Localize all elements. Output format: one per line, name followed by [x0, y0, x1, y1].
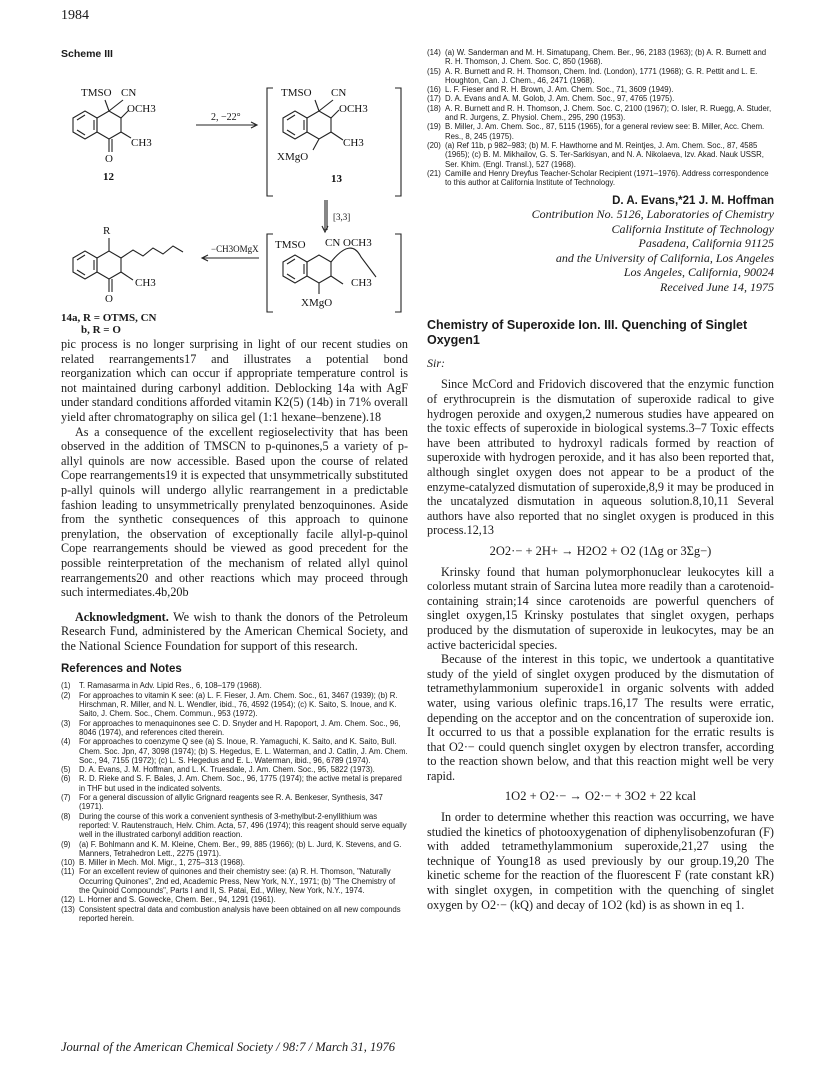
reference-item	[427, 94, 774, 103]
c14-ch3: CH3	[135, 277, 156, 289]
reference-number: (6)	[61, 774, 71, 784]
reference-text: D. A. Evans, J. M. Hoffman, and L. K. Truesdale, J. Am. Chem. Soc., 95, 5822 (1973).	[79, 765, 375, 775]
reference-item	[61, 867, 408, 895]
reference-text: T. Ramasarma in Adv. Lipid Res., 6, 108–179 (1968).	[79, 681, 262, 691]
c12-cn: CN	[121, 87, 137, 99]
journal-footer: Journal of the American Chemical Society / 98:7 / March 31, 1976	[61, 1040, 395, 1054]
reference-text: For approaches to vitamin K see: (a) L. F. Fieser, J. Am. Chem. Soc., 61, 3467 (1939); (b) R. Hirschman, R. Miller, and N. L. Wendler, ibid., 76, 4592 (1954); (c) K. Saito, S. Inoue, and K. Saito, J. Chem. Soc., Chem. Commun., 953 (1972).	[79, 690, 398, 719]
salutation: Sir:	[427, 356, 445, 371]
reference-number: (18)	[427, 103, 441, 113]
reference-text: A. R. Burnett and R. H. Thomson, Chem. Ind. (London), 1771 (1968); G. R. Pettit and L. E. Houghton, Can. J. Chem., 46, 2471 (1968).	[445, 66, 758, 85]
reference-number: (13)	[61, 904, 75, 914]
c13-xmgo: XMgO	[277, 151, 309, 163]
reference-item	[61, 681, 408, 690]
reference-number: (9)	[61, 839, 71, 849]
reference-text: Consistent spectral data and combustion analysis have been obtained on all new compounds reported herein.	[79, 904, 401, 923]
reference-item	[427, 48, 774, 67]
reference-text: A. R. Burnett and R. H. Thomson, J. Chem. Soc. C, 2100 (1967); O. Isler, R. Ruegg, A. Studer, and R. Jurgens, Z. Physiol. Chem., 295, 290 (1953).	[445, 103, 772, 123]
reference-number: (11)	[61, 867, 75, 877]
reference-number: (17)	[427, 94, 441, 104]
paragraph: Krinsky found that human polymorphonuclear leukocytes kill a colorless mutant strain of Sarcina lutea more readily than a carotenoid-containing strain;14 since carotenoids are powerful quenchers of singlet oxygen,15 Krinsky postulates that singlet oxygen, perhaps produced by the dismutation of superoxide in leukocytes, may be an active bactericidal species.	[427, 564, 774, 652]
reference-text: For an excellent review of quinones and their chemistry see: (a) R. H. Thomson, "Naturally Occurring Quinones", 2nd ed, Academic Press, New York, N.Y., 1971; (b) "The Chemistry of the Quinoid Compounds", Parts I and II, S. Patai, Ed., Wiley, New York, N.Y., 1974.	[79, 867, 396, 895]
reference-item	[61, 840, 408, 859]
c13-number: 13	[331, 173, 342, 185]
paragraph: As a consequence of the excellent regioselectivity that has been observed in the addition of TMSCN to p-quinones,5 a variety of p-allyl quinols are now accessible. Based upon the course of related Cope rearrangements19 it is expected that unsymmetrically substituted p-allyl quinols will undergo allylic rearrangement in a predictable fashion leading to unsymmetrically prenylated benzoquinones. Aside from the synthetic consequences of this approach to quinone prenylation, the observation of exceptionally facile allyl-p-quinol Cope rearrangements should be viewed as good precedent for the possible reinterpretation of the mechanism of related allyl quinol rearrangements20 and other reactions which may proceed through such intermediates.4b,20b	[61, 424, 408, 600]
article-title: Chemistry of Superoxide Ion. III. Quenching of Singlet Oxygen1	[427, 318, 748, 348]
reference-number: (3)	[61, 718, 71, 728]
reference-item	[427, 104, 774, 123]
scheme-label: Scheme III	[61, 48, 113, 60]
reference-item	[427, 67, 774, 86]
c13-och3: OCH3	[339, 103, 368, 115]
arrow2-label: [3,3]	[333, 212, 351, 222]
equation: 1O2 + O2·− → O2·− + 3O2 + 22 kcal	[504, 789, 697, 804]
reference-item	[61, 858, 408, 867]
paragraph: Since McCord and Fridovich discovered that the enzymic function of erythrocuprein is the dismutation of superoxide radical to give hydrogen peroxide and oxygen,2 numerous studies have appeared on the toxic effects of superoxide in biological systems.3–7 Toxic effects have been attributed to hydroxyl radicals formed by reaction of superoxide with hydrogen peroxide, and it has also been reported that, although singlet oxygen does not appear to be a product of the enzyme-catalyzed dismutation of superoxide,8,9 it may be produced in the uncatalyzed dismutation in aqueous solution.8,10,11 Several authors have also reported that no singlet oxygen is produced in this process.12,13	[427, 377, 774, 538]
c13-ch3: CH3	[343, 137, 364, 149]
reference-text: For a general discussion of allylic Grignard reagents see R. A. Benkeser, Synthesis, 347 (1971).	[79, 793, 383, 812]
c12-tmso: TMSO	[81, 87, 112, 99]
c12-number: 12	[103, 171, 114, 183]
reference-text: B. Miller in Mech. Mol. Migr., 1, 275–313 (1968).	[79, 858, 245, 868]
reference-number: (1)	[61, 681, 71, 691]
c14-quinone-ring	[97, 251, 121, 279]
right-column	[427, 48, 774, 912]
reference-number: (19)	[427, 122, 441, 132]
reference-item	[61, 774, 408, 793]
reference-item	[427, 141, 774, 169]
reference-item	[61, 737, 408, 765]
reference-number: (12)	[61, 895, 75, 905]
reference-number: (14)	[427, 48, 441, 57]
reference-text: B. Miller, J. Am. Chem. Soc., 87, 5115 (1965), for a general review see: B. Miller, Acc. Chem. Res., 8, 245 (1975).	[445, 122, 765, 141]
reference-text: (a) W. Sanderman and M. H. Simatupang, Chem. Ber., 96, 2183 (1963); (b) A. R. Burnett and R. H. Thomson, J. Chem. Soc. C, 850 (1968).	[445, 48, 767, 67]
arrow3-label: −CH3OMgX	[211, 244, 259, 254]
authors: D. A. Evans,*21 J. M. Hoffman	[612, 195, 774, 208]
c12-o: O	[105, 153, 113, 165]
arrow1-label: 2, −22°	[211, 112, 241, 123]
reference-number: (10)	[61, 858, 75, 868]
reference-item	[61, 719, 408, 738]
c13b-ch3: CH3	[351, 277, 372, 289]
references-list-left	[61, 681, 408, 923]
c14-r: R	[103, 225, 111, 237]
paragraph: Because of the interest in this topic, we undertook a quantitative study of the yield of singlet oxygen produced by the dismutation of tetramethylammonium superoxide1 in organic solvents with added water, using various olefinic traps.16,17 The results were erratic, depending on the acceptor and on the concentration of superoxide ion. It occurred to us that a possible explanation for the erratic results is that O2·− could quench singlet oxygen by electron transfer, according to the reaction shown below, and that this reaction might well be very rapid.	[427, 652, 774, 783]
reference-number: (4)	[61, 737, 71, 747]
reference-text: During the course of this work a convenient synthesis of 3-methylbut-2-enyllithium was reported: V. Rautenstrauch, Helv. Chim. Acta, 57, 496 (1974); this reagent should serve equally well in the illustrated carbonyl addition reaction.	[79, 811, 407, 840]
c13-tmso: TMSO	[281, 87, 312, 99]
reference-item	[61, 765, 408, 774]
c12-ch3: CH3	[131, 137, 152, 149]
reference-number: (5)	[61, 765, 71, 775]
reference-text: L. Horner and S. Gowecke, Chem. Ber., 94, 1291 (1961).	[79, 895, 276, 905]
left-column	[61, 48, 408, 923]
paragraph: In order to determine whether this reaction was occurring, we have studied the kinetics of photooxygenation of diphenylisobenzofuran (F) with added tetramethylammonium superoxide,21,27 using the technique of Young18 as used previously by our group.19,20 The kinetic scheme for the reaction of the fluorescent F (rate constant kR) with singlet oxygen, in competition with the quenching of singlet oxygen by O2·− (kQ) and decay of 1O2 (kd) is as shown in eq 1.	[427, 810, 774, 912]
reference-text: For approaches to coenzyme Q see (a) S. Inoue, R. Yamaguchi, K. Saito, and K. Saito, Bull. Chem. Soc. Jpn, 47, 3098 (1974); (b) S. Hegedus, E. L. Waterman, and J. Catlin, J. Am. Chem. Soc., 94, 7155 (1972); (c) L. S. Hegedus and E. L. Waterman, ibid., 96, 6789 (1974).	[79, 737, 408, 765]
c13b-cn-och3: CN OCH3	[325, 237, 372, 249]
reference-item	[61, 895, 408, 904]
c14-o: O	[105, 293, 113, 305]
reference-item	[427, 122, 774, 141]
reference-item	[427, 85, 774, 94]
c13-quinol-ring	[307, 111, 331, 139]
reference-number: (21)	[427, 168, 441, 178]
reference-item	[61, 793, 408, 812]
reference-number: (8)	[61, 811, 71, 821]
references-list-right	[427, 48, 774, 187]
reference-text: Camille and Henry Dreyfus Teacher-Scholar Recipient (1971–1976). Address correspondence to this author at California Institute of Technology.	[445, 168, 769, 188]
reference-number: (7)	[61, 793, 71, 803]
c13b-xmgo: XMgO	[301, 297, 333, 309]
reference-number: (16)	[427, 85, 441, 95]
reference-item	[61, 905, 408, 924]
references-heading: References and Notes	[61, 663, 182, 676]
reference-text: (a) Ref 11b, p 982–983; (b) M. F. Hawthorne and M. Reintjes, J. Am. Chem. Soc., 87, 4585 (1965); (c) B. M. Mikhailov, G. S. Ter-Sarkisyan, and N. A. Nikolaeva, Izv. Akad. Nauk USSR, Ser. Khim. (Engl. Transl.), 527 (1968).	[445, 140, 764, 169]
reference-item	[61, 812, 408, 840]
c14a-label: 14a, R = OTMS, CN	[61, 312, 157, 324]
reference-number: (2)	[61, 690, 71, 700]
c13b-tmso: TMSO	[275, 239, 306, 251]
reference-text: R. D. Rieke and S. F. Bales, J. Am. Chem. Soc., 96, 1775 (1974); the active metal is prepared in THF but used in the indicated solvents.	[79, 774, 402, 793]
reference-text: L. F. Fieser and R. H. Brown, J. Am. Chem. Soc., 71, 3609 (1949).	[445, 85, 674, 95]
reference-item	[61, 691, 408, 719]
acknowledgment: Acknowledgment. We wish to thank the donors of the Petroleum Research Fund, administered by the American Chemical Society, and the National Science Foundation for support of this research.	[61, 609, 408, 653]
reference-number: (20)	[427, 140, 441, 150]
reference-number: (15)	[427, 66, 441, 76]
reference-text: (a) F. Bohlmann and K. M. Kleine, Chem. Ber., 99, 885 (1966); (b) L. Jurd, K. Stevens, and G. Manners, Tetrahedron Lett., 2275 (1971).	[79, 839, 402, 858]
reference-text: For approaches to menaquinones see C. D. Snyder and H. Rapoport, J. Am. Chem. Soc., 96, 8046 (1974), and references cited therein.	[79, 718, 401, 737]
paragraph: pic process is no longer surprising in light of our recent studies on related rearrangements17 and illustrates a potential bond reorganization which can occur if appropriate temperature control is not maintained during carbonyl addition. Deblocking 14a with AgF under standard conditions afforded vitamin K2(5) (14b) in 71% overall yield after chromatography on silica gel (1:1 hexane–benzene).18	[61, 337, 408, 424]
c14b-label: b, R = O	[81, 324, 121, 336]
c12-quinol-ring	[97, 111, 121, 139]
c13-cn: CN	[331, 87, 347, 99]
equation: 2O2·− + 2H+ → H2O2 + O2 (1Δg or 3Σg−)	[489, 543, 712, 558]
scheme-diagram	[61, 62, 408, 314]
reference-text: D. A. Evans and A. M. Golob, J. Am. Chem. Soc., 97, 4765 (1975).	[445, 94, 675, 104]
reference-item	[427, 169, 774, 188]
page-number: 1984	[61, 8, 89, 23]
affiliation: Contribution No. 5126, Laboratories of Chemistry California Institute of Technology Pasadena, California 91125 and the University of California, Los Angeles Los Angeles, California, 90024 Received June 14, 1975	[531, 207, 774, 294]
c12-och3: OCH3	[127, 103, 156, 115]
